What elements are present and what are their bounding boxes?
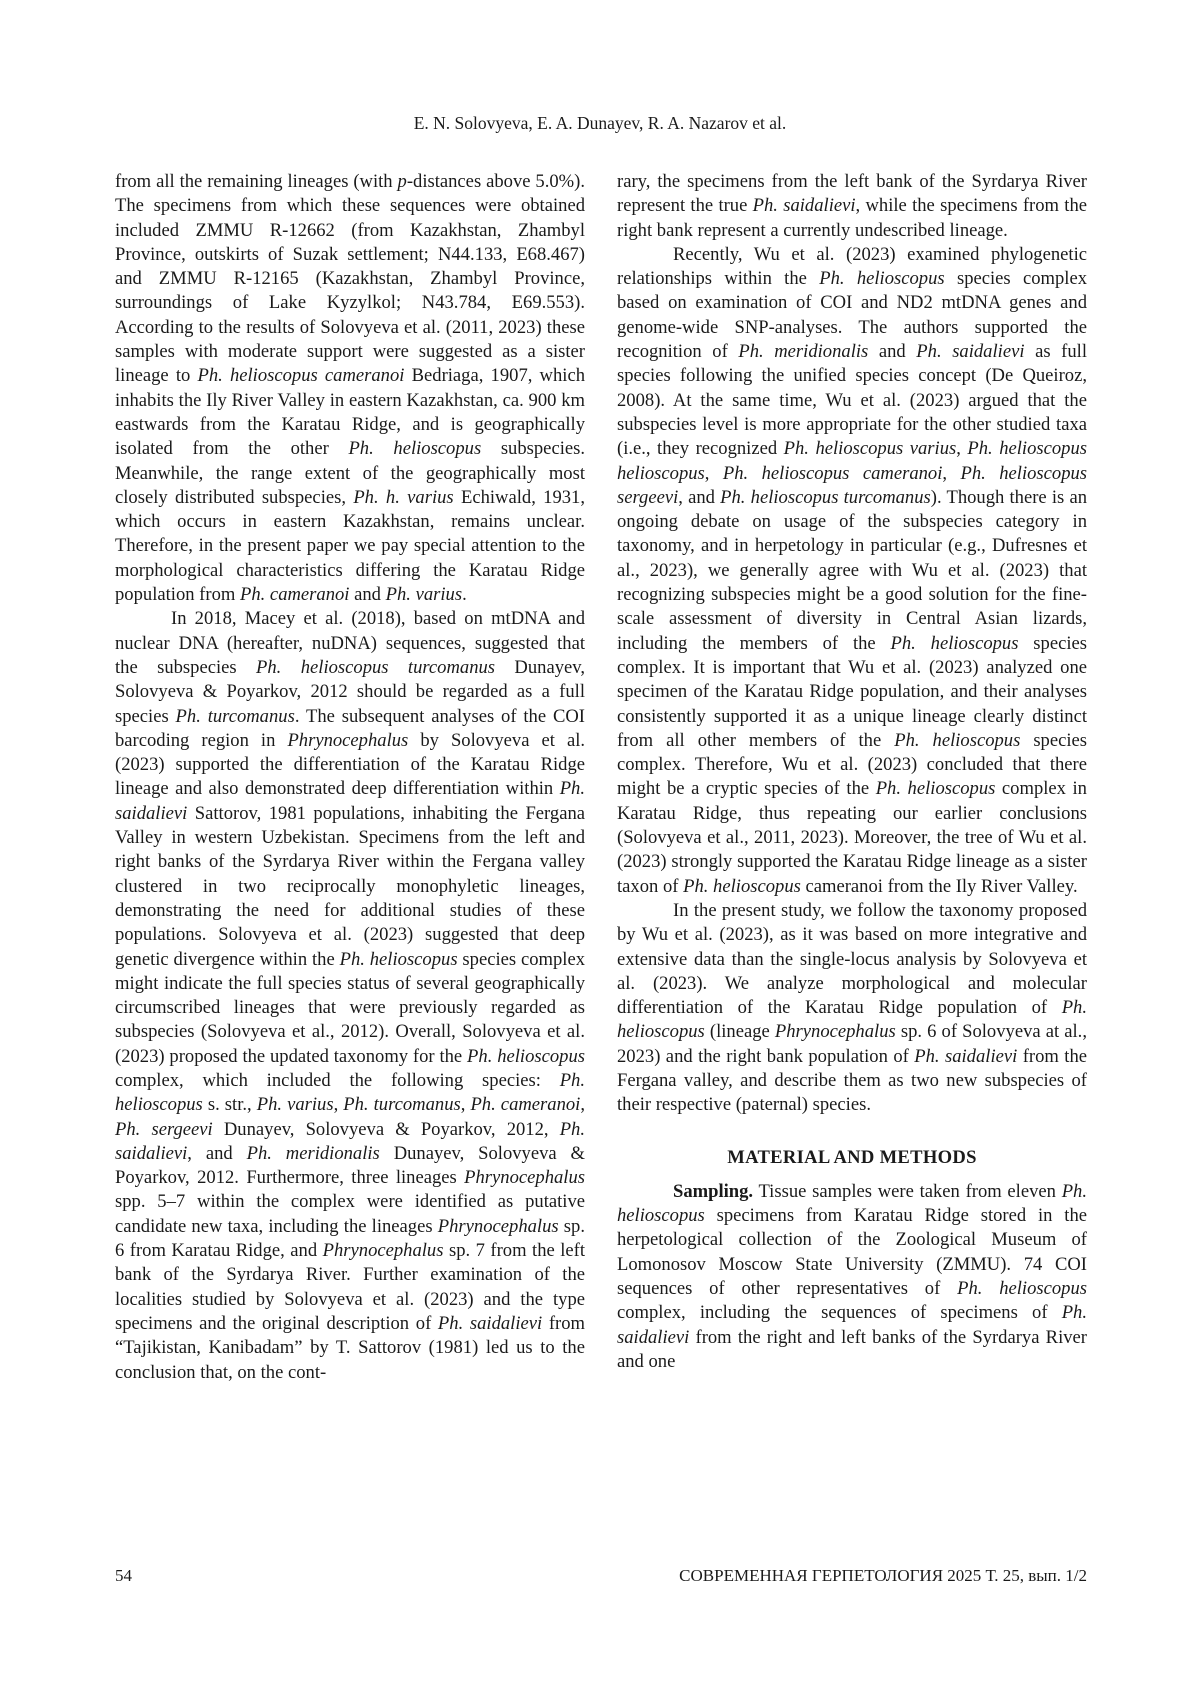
italic-text: Ph. helioscopus cameranoi: [197, 365, 405, 387]
journal-name: СОВРЕМЕННАЯ ГЕРПЕТОЛОГИЯ 2025 Т. 25, вып. 1/2: [679, 1566, 1087, 1585]
italic-text: Ph. helioscopus: [957, 1278, 1087, 1300]
text-run: species complex. It is important that Wu et al. (2023) analyzed one specimen of the Karatau Ridge population, and their analyses consistently supported it as a unique lineage clearly distinct from all other members of the: [617, 632, 1087, 751]
right-column: [617, 170, 1087, 1374]
text-run: subspecies. Meanwhile, the range extent of the geographically most closely distributed subspecies,: [115, 438, 585, 508]
run-in-heading: Sampling.: [673, 1180, 754, 1202]
text-run: cameranoi from the Ily River Valley.: [800, 875, 1078, 897]
italic-text: Ph. turcomanus: [175, 705, 295, 727]
italic-text: Ph. saidalievi: [617, 1302, 1087, 1348]
text-run: Dunayev, Solovyeva & Poyarkov, 2012,: [212, 1118, 560, 1140]
italic-text: Ph. helioscopus: [348, 438, 482, 460]
text-run: as full species following the unified species concept (De Queiroz, 2008). At the same time, Wu et al. (2023) argued that the subspecies level is more appropriate for the other studied taxa (i.e., they recognized: [617, 341, 1087, 460]
body-paragraph: [617, 170, 1087, 243]
italic-text: Ph. helioscopus: [467, 1045, 585, 1067]
text-run: and: [349, 584, 386, 606]
italic-text: Ph. saidalievi: [115, 1118, 585, 1164]
text-run: and: [868, 341, 917, 363]
text-run: complex, including the sequences of specimens of: [617, 1302, 1062, 1324]
text-run: from “Tajikistan, Kanibadam” by T. Sattorov (1981) led us to the conclusion that, on the cont-: [115, 1312, 585, 1383]
text-run: Recently, Wu et al. (2023) examined phylogenetic relationships within the: [617, 243, 1087, 290]
text-run: ,: [333, 1094, 344, 1116]
italic-text: Ph. helioscopus turcomanus: [720, 486, 931, 508]
body-paragraph: [617, 243, 1087, 899]
italic-text: Ph. helioscopus: [115, 1069, 585, 1116]
text-run: sp. 6 from Karatau Ridge, and: [115, 1215, 585, 1262]
text-run: .: [462, 584, 467, 606]
body-paragraph: [115, 607, 585, 1385]
italic-text: Ph. saidalievi: [916, 341, 1025, 363]
text-run: sp. 7 from the left bank of the Syrdarya River. Further examination of the localities studied by Solovyeva et al. (2023) and the type specimens and the original description of: [115, 1240, 586, 1334]
page-number: 54: [115, 1566, 132, 1585]
italic-text: Ph. cameranoi: [470, 1094, 581, 1116]
text-run: ,: [460, 1094, 471, 1116]
text-run: -distances above 5.0%). The specimens from which these sequences were obtained included ZMMU R-12662 (from Kazakhstan, Zhambyl Province, outskirts of Suzak settlement; N44.133, E68.467) and ZMMU R-12165 (Kazakhstan, Zhambyl Province, surroundings of Lake Kyzylkol; N43.784, E69.553). According to the results of Solovyeva et al. (2011, 2023) these samples with moderate support were suggested as a sister lineage to: [115, 171, 585, 387]
italic-text: Ph. sergeevi: [115, 1118, 213, 1140]
italic-text: Ph. helioscopus: [894, 729, 1021, 751]
italic-text: Ph. varius: [385, 584, 463, 606]
italic-text: Phrynocephalus: [464, 1167, 585, 1189]
text-run: ,: [956, 438, 968, 460]
text-run: species complex based on examination of COI and ND2 mtDNA genes and genome-wide SNP-analyses. The authors supported the recognition of: [617, 268, 1087, 363]
italic-text: Phrynocephalus: [287, 729, 409, 751]
text-run: Dunayev, Solovyeva & Poyarkov, 2012. Furthermore, three lineages: [115, 1142, 585, 1189]
italic-text: Ph. turcomanus: [343, 1094, 461, 1116]
text-run: species complex might indicate the full species status of several geographically circumscribed lineages that were previously regarded as subspecies (Solovyeva et al., 2012). Overall, Solovyeva et al. (2023) proposed the updated taxonomy for the: [115, 948, 586, 1067]
italic-text: Ph. helioscopus: [875, 778, 996, 800]
text-run: Sattorov, 1981 populations, inhabiting the Fergana Valley in western Uzbekistan. Specimens from the left and right banks of the Syrdarya River within the Fergana valley clustered in two reciprocally monophyletic lineages, demonstrating the need for additional studies of these populations. Solovyeva et al. (2023) suggested that deep genetic divergence within the: [115, 802, 585, 970]
text-run: ). Though there is an ongoing debate on usage of the subspecies category in taxonomy, and in herpetology in particular (e.g., Dufresnes et al., 2023), we generally agree with Wu et al. (2023) that recognizing subspecies might be a good solution for the fine-scale assessment of diversity in Central Asian lizards, including the members of the: [617, 486, 1087, 654]
text-run: complex, which included the following species:: [115, 1069, 560, 1091]
italic-text: Ph. meridionalis: [246, 1142, 380, 1164]
italic-text: Ph. meridionalis: [738, 341, 869, 363]
text-run: ,: [942, 462, 961, 484]
italic-text: Phrynocephalus: [322, 1240, 444, 1262]
italic-text: Ph. saidalievi: [752, 195, 856, 217]
text-run: (lineage: [704, 1021, 775, 1043]
paragraph-text: [617, 1181, 1087, 1372]
section-heading: MATERIAL AND METHODS: [727, 1146, 977, 1168]
body-paragraph: [115, 170, 585, 607]
text-run: sp. 6 of Solovyeva at al., 2023) and the right bank population of: [617, 1021, 1087, 1067]
italic-text: Ph. helioscopus: [890, 632, 1019, 654]
text-run: from the right and left banks of the Syrdarya River and one: [617, 1326, 1087, 1372]
text-run: by Solovyeva et al. (2023) supported the differentiation of the Karatau Ridge lineage and also demonstrated deep differentiation within: [115, 729, 586, 800]
text-run: , and: [678, 486, 721, 508]
text-run: ,: [580, 1094, 585, 1116]
left-column: [115, 170, 585, 1385]
italic-text: Phrynocephalus: [774, 1021, 896, 1043]
text-run: In the present study, we follow the taxonomy proposed by Wu et al. (2023), as it was based on more integrative and extensive data than the single-locus analysis by Solovyeva et al. (2023). We analyze morphological and molecular differentiation of the Karatau Ridge population of: [617, 899, 1087, 1019]
text-run: rary, the specimens from the left bank of the Syrdarya River represent the true: [617, 171, 1087, 217]
italic-text: Ph. cameranoi: [239, 584, 350, 606]
text-run: Tissue samples were taken from eleven: [753, 1180, 1062, 1202]
italic-text: Ph. helioscopus varius: [783, 438, 957, 460]
italic-text: p: [397, 171, 407, 192]
body-paragraph: [617, 899, 1087, 1118]
italic-text: Ph. saidalievi: [437, 1312, 543, 1334]
text-run: from the Fergana valley, and describe them as two new subspecies of their respective (paternal) species.: [617, 1045, 1088, 1116]
italic-text: Ph. helioscopus: [339, 948, 458, 970]
text-run: Bedriaga, 1907, which inhabits the Ily River Valley in eastern Kazakhstan, ca. 900 km eastwards from the Karatau Ridge, and is geographically isolated from the other: [115, 365, 585, 460]
text-run: species complex. Therefore, Wu et al. (2023) concluded that there might be a cryptic species of the: [617, 729, 1088, 800]
text-run: from all the remaining lineages (with: [115, 171, 398, 192]
text-run: specimens from Karatau Ridge stored in the herpetological collection of the Zoological Museum of Lomonosov Moscow State University (ZMMU). 74 COI sequences of other representatives of: [617, 1205, 1087, 1300]
italic-text: Ph. helioscopus turcomanus: [256, 656, 496, 678]
italic-text: Ph. helioscopus sergeevi: [617, 462, 1088, 508]
text-run: ,: [704, 462, 723, 484]
text-run: , while the specimens from the right bank represent a currently undescribed lineage.: [617, 195, 1087, 241]
text-run: . The subsequent analyses of the COI barcoding region in: [115, 705, 585, 751]
italic-text: Ph. helioscopus: [617, 1180, 1087, 1227]
italic-text: Ph. helioscopus: [819, 268, 945, 290]
italic-text: Phrynocephalus: [437, 1215, 559, 1237]
text-run: In 2018, Macey et al. (2018), based on mtDNA and nuclear DNA (hereafter, nuDNA) sequences, suggested that the subspecies: [115, 608, 585, 678]
italic-text: Ph. helioscopus cameranoi: [722, 462, 943, 484]
italic-text: Ph. saidalievi: [914, 1045, 1018, 1067]
running-head: E. N. Solovyeva, E. A. Dunayev, R. A. Nazarov et al.: [413, 113, 787, 133]
text-run: complex in Karatau Ridge, thus repeating our earlier conclusions (Solovyeva et al., 2011, 2023). Moreover, the tree of Wu et al. (2023) strongly supported the Karatau Ridge lineage as a sister taxon of: [617, 778, 1087, 897]
italic-text: Ph. helioscopus: [617, 997, 1087, 1043]
body-paragraph: [617, 1180, 1087, 1374]
italic-text: Ph. helioscopus: [683, 875, 801, 897]
italic-text: Ph. varius: [256, 1094, 334, 1116]
text-run: s. str.,: [202, 1094, 257, 1116]
text-run: spp. 5–7 within the complex were identified as putative candidate new taxa, including the lineages: [115, 1191, 585, 1237]
text-run: , and: [187, 1142, 247, 1164]
italic-text: Ph. h. varius: [353, 486, 454, 508]
italic-text: Ph. saidalievi: [115, 778, 585, 824]
italic-text: Ph. helioscopus helioscopus: [617, 438, 1087, 484]
text-run: Echiwald, 1931, which occurs in eastern Kazakhstan, remains unclear. Therefore, in the present paper we pay special attention to the morphological characteristics differing the Karatau Ridge population from: [115, 486, 585, 606]
text-run: Dunayev, Solovyeva & Poyarkov, 2012 should be regarded as a full species: [115, 656, 585, 727]
